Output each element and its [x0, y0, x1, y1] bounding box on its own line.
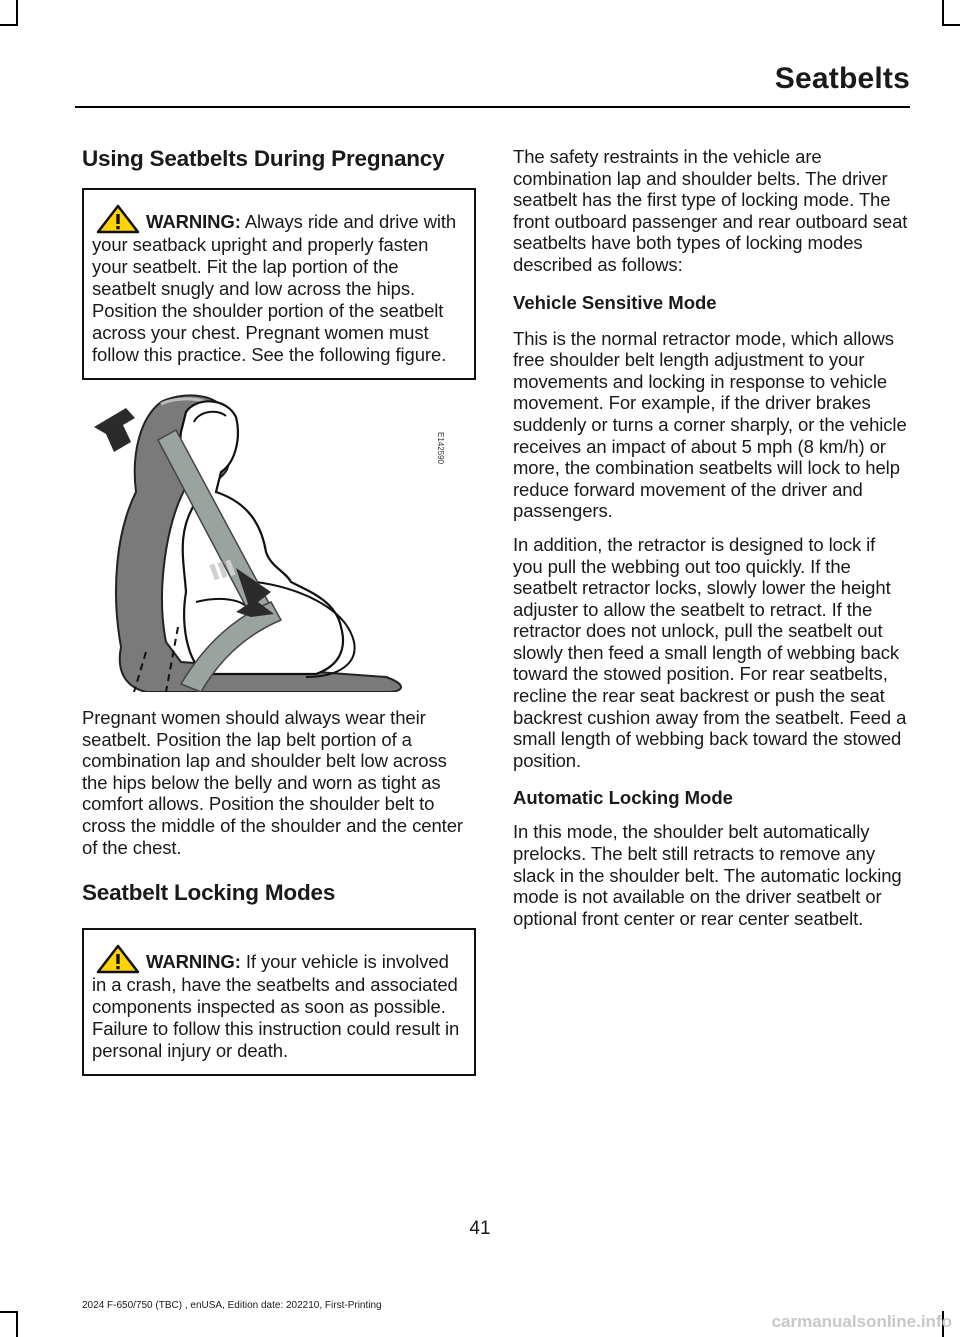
- pregnant-woman-seatbelt-illustration: [86, 392, 446, 692]
- crop-mark: [16, 1311, 18, 1337]
- warning-label: WARNING:: [146, 951, 241, 973]
- right-column: [513, 146, 908, 929]
- left-column: [82, 144, 476, 1076]
- warning-triangle-icon: [96, 944, 140, 974]
- crop-mark: [942, 24, 960, 26]
- automatic-locking-paragraph: In this mode, the shoulder belt automatically prelocks. The belt still retracts to remove any slack in the shoulder belt. The automatic locking mode is not available on the driver seatbelt or optional front center or rear center seatbelt.: [513, 821, 902, 929]
- figure-code: E142590: [436, 432, 445, 465]
- vehicle-sensitive-paragraph-1: This is the normal retractor mode, which allows free shoulder belt length adjustment to your movements and locking in response to vehicle movement. For example, if the driver brakes suddenly or turns a corner sharply, or the vehicle receives an impact of about 5 mph (8 km/h) or more, the combination seatbelts will lock to help reduce forward movement of the driver and passengers.: [513, 327, 907, 522]
- subheading-vehicle-sensitive-mode: Vehicle Sensitive Mode: [513, 291, 717, 313]
- section-heading-pregnancy: Using Seatbelts During Pregnancy: [82, 146, 445, 171]
- crop-mark: [16, 0, 18, 26]
- crop-mark: [942, 0, 944, 26]
- warning-label: WARNING:: [146, 211, 241, 232]
- warning-text: Always ride and drive with your seatback upright and properly fasten your seatbelt. Fit the lap portion of the seatbelt snugly and low across the hips. Position the shoulder portion of the seatbelt across your chest. Pregnant women must follow this practice. See the following figure.: [92, 211, 457, 365]
- crop-mark: [0, 24, 18, 26]
- warning-triangle-icon: [96, 204, 140, 234]
- watermark: carmanualsonline.info: [771, 1312, 952, 1331]
- pregnancy-paragraph: Pregnant women should always wear their seatbelt. Position the lap belt portion of a combination lap and shoulder belt low across the hips below the belly and worn as tight as comfort allows. Position the shoulder belt to cross the middle of the shoulder and the center of the chest.: [82, 707, 463, 858]
- crop-mark: [0, 1311, 18, 1313]
- page-title: Seatbelts: [774, 62, 910, 95]
- page-number: 41: [469, 1218, 491, 1239]
- warning-paragraph: [92, 944, 466, 1062]
- warning-text: If your vehicle is involved in a crash, have the seatbelts and associated components inspected as soon as possible. Failure to follow this instruction could result in personal injury or death.: [92, 951, 460, 1062]
- subheading-automatic-locking-mode: Automatic Locking Mode: [513, 787, 733, 809]
- warning-paragraph: [92, 204, 466, 366]
- vehicle-sensitive-paragraph-2: In addition, the retractor is designed to lock if you pull the webbing out too quickly. If the seatbelt retractor locks, slowly lower the height adjuster to allow the seatbelt to retract. If the retractor does not unlock, pull the seatbelt out slowly then feed a small length of webbing back toward the stowed position. For rear seatbelts, recline the rear seat backrest or push the seat backrest cushion away from the seatbelt. Feed a small length of webbing back toward the stowed position.: [513, 533, 907, 771]
- edition-footer: 2024 F-650/750 (TBC) , enUSA, Edition date: 202210, First-Printing: [82, 1300, 382, 1311]
- warning-box-crash: [82, 928, 476, 1076]
- warning-box-pregnancy: [82, 188, 476, 380]
- locking-modes-intro: The safety restraints in the vehicle are combination lap and shoulder belts. The driver seatbelt has the first type of locking mode. The front outboard passenger and rear outboard seat seatbelts have both types of locking modes described as follows:: [513, 146, 908, 275]
- section-heading-locking-modes: Seatbelt Locking Modes: [82, 880, 336, 906]
- header-divider: [75, 106, 910, 108]
